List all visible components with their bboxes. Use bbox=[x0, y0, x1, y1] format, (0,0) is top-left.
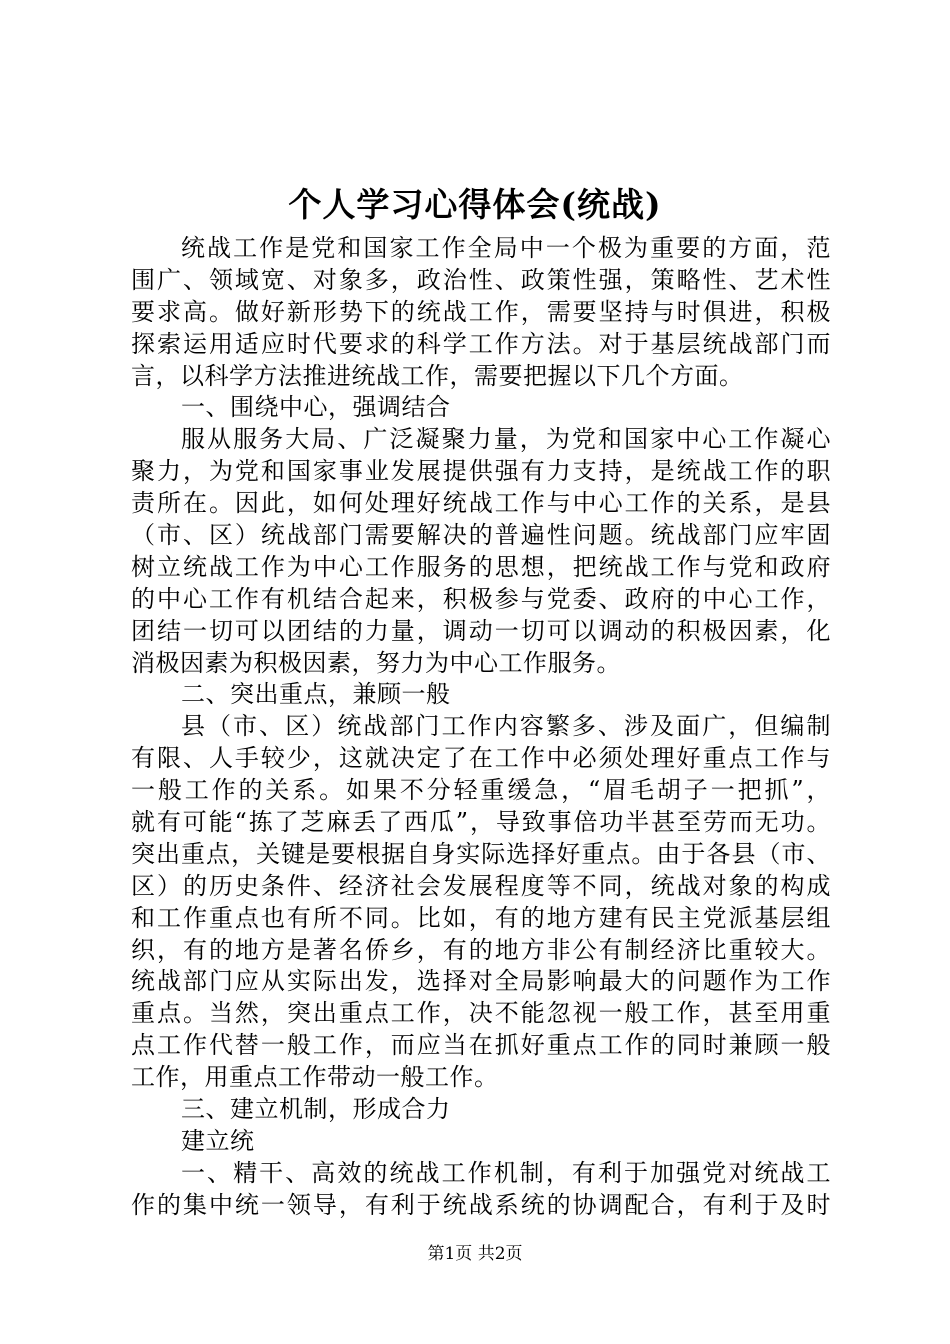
text-line: 消极因素为积极因素，努力为中心工作服务。 bbox=[131, 648, 621, 677]
text-line: 有限、人手较少，这就决定了在工作中必须处理好重点工作与 bbox=[131, 744, 831, 773]
text-line: 突出重点，关键是要根据自身实际选择好重点。由于各县（市、 bbox=[131, 839, 831, 868]
text-line: 一、围绕中心，强调结合 bbox=[181, 393, 451, 422]
text-line: 就有可能“拣了芝麻丢了西瓜”，导致事倍功半甚至劳而无功。 bbox=[131, 808, 831, 837]
text-line: 点工作代替一般工作，而应当在抓好重点工作的同时兼顾一般 bbox=[131, 1031, 831, 1060]
text-line: 工作，用重点工作带动一般工作。 bbox=[131, 1063, 499, 1092]
text-line: 二、突出重点，兼顾一般 bbox=[181, 680, 451, 709]
text-line: 统战工作是党和国家工作全局中一个极为重要的方面，范 bbox=[181, 234, 831, 262]
text-line: 统战部门应从实际出发，选择对全局影响最大的问题作为工作 bbox=[131, 967, 831, 996]
text-line: 重点。当然，突出重点工作，决不能忽视一般工作，甚至用重 bbox=[131, 999, 831, 1028]
page-footer: 第1页 共2页 bbox=[427, 1244, 523, 1264]
text-line: 建立统 bbox=[181, 1126, 255, 1155]
text-line: 围广、领域宽、对象多，政治性、政策性强，策略性、艺术性 bbox=[131, 265, 831, 294]
text-line: （市、区）统战部门需要解决的普遍性问题。统战部门应牢固 bbox=[131, 521, 831, 550]
text-line: 责所在。因此，如何处理好统战工作与中心工作的关系，是县 bbox=[131, 489, 831, 518]
text-line: 区）的历史条件、经济社会发展程度等不同，统战对象的构成 bbox=[131, 871, 831, 900]
text-line: 团结一切可以团结的力量，调动一切可以调动的积极因素，化 bbox=[131, 616, 831, 645]
text-line: 聚力，为党和国家事业发展提供强有力支持，是统战工作的职 bbox=[131, 457, 831, 486]
text-line: 三、建立机制，形成合力 bbox=[181, 1095, 451, 1124]
text-line: 织，有的地方是著名侨乡，有的地方非公有制经济比重较大。 bbox=[131, 935, 831, 964]
text-line: 要求高。做好新形势下的统战工作，需要坚持与时俱进，积极 bbox=[131, 297, 831, 326]
text-line: 县（市、区）统战部门工作内容繁多、涉及面广，但编制 bbox=[181, 712, 831, 741]
text-line: 探索运用适应时代要求的科学工作方法。对于基层统战部门而 bbox=[131, 329, 831, 358]
text-line: 和工作重点也有所不同。比如，有的地方建有民主党派基层组 bbox=[131, 903, 831, 932]
text-line: 一般工作的关系。如果不分轻重缓急，“眉毛胡子一把抓”， bbox=[131, 776, 831, 805]
page-title: 个人学习心得体会(统战) bbox=[288, 185, 662, 224]
text-line: 服从服务大局、广泛凝聚力量，为党和国家中心工作凝心 bbox=[181, 425, 831, 454]
article-body bbox=[131, 233, 831, 1222]
text-line: 树立统战工作为中心工作服务的思想，把统战工作与党和政府 bbox=[131, 552, 831, 581]
text-line: 的中心工作有机结合起来，积极参与党委、政府的中心工作， bbox=[131, 584, 831, 613]
text-line: 一、精干、高效的统战工作机制，有利于加强党对统战工 bbox=[181, 1158, 831, 1187]
text-line: 作的集中统一领导，有利于统战系统的协调配合，有利于及时 bbox=[131, 1190, 831, 1219]
text-line: 言，以科学方法推进统战工作，需要把握以下几个方面。 bbox=[131, 361, 744, 390]
